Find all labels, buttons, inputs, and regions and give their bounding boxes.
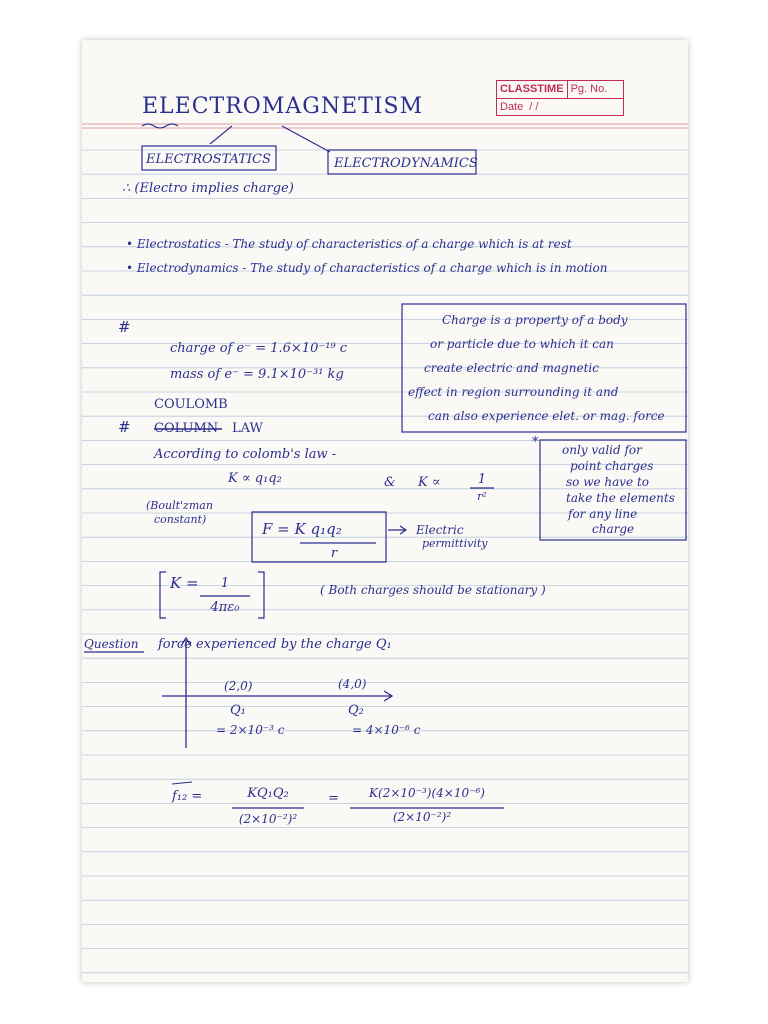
electrostatics-definition: • Electrostatics - The study of characteristics of a charge which is at rest <box>126 237 572 251</box>
f12-denominator: (2×10⁻²)² <box>238 812 298 826</box>
electron-charge: charge of e⁻ = 1.6×10⁻¹⁹ c <box>170 341 348 356</box>
electron-mass: mass of e⁻ = 9.1×10⁻³¹ kg <box>170 367 344 382</box>
valid-line-5: for any line <box>568 507 638 521</box>
valid-line-2: point charges <box>570 459 654 473</box>
electro-note: ∴ (Electro implies charge) <box>122 181 294 196</box>
box-line-1: Charge is a property of a body <box>442 313 628 327</box>
hash-mark-1: # <box>118 318 131 336</box>
charge-q2: Q₂ <box>348 703 364 718</box>
arrow-left <box>210 126 232 144</box>
f12-denominator-values: (2×10⁻²)² <box>392 810 452 824</box>
boltzman-line-1: (Boult'zman <box>146 499 213 512</box>
boltzman-line-2: constant) <box>154 513 207 526</box>
f12-numerator: KQ₁Q₂ <box>247 786 289 801</box>
notebook-page <box>82 40 688 982</box>
column-struck: COLUMN <box>154 421 219 436</box>
box-line-4: effect in region surrounding it and <box>408 385 619 399</box>
f12-numerator-values: K(2×10⁻³)(4×10⁻⁶) <box>369 786 485 800</box>
permittivity-line-1: Electric <box>416 523 464 537</box>
prop2-numerator: 1 <box>477 472 487 487</box>
question-text: force experienced by the charge Q₁ <box>158 637 392 652</box>
prop2-denominator: r² <box>477 490 487 503</box>
valid-line-6: charge <box>592 522 635 536</box>
formula-denominator: r <box>330 546 338 561</box>
branch-electrostatics: ELECTROSTATICS <box>146 152 271 167</box>
stationary-note: ( Both charges should be stationary ) <box>320 583 546 597</box>
title-underline <box>142 124 178 128</box>
box-line-3: create electric and magnetic <box>424 361 599 375</box>
law-heading: LAW <box>232 421 263 436</box>
k-numerator: 1 <box>220 576 230 591</box>
k-denominator: 4πε₀ <box>210 600 240 615</box>
point-2-coord: (4,0) <box>338 677 367 691</box>
according-text: According to colomb's law - <box>154 447 337 462</box>
question-label: Question <box>84 637 139 651</box>
and-symbol: & <box>384 475 396 490</box>
charge-q1: Q₁ <box>230 703 246 718</box>
valid-line-1: only valid for <box>562 443 642 457</box>
arrow-right <box>282 126 330 152</box>
k-equals: K = <box>170 574 199 592</box>
point-1-coord: (2,0) <box>224 679 253 693</box>
hash-mark-2: # <box>118 418 131 436</box>
stamp-brand: CLASSTIME <box>497 81 568 98</box>
f12-label: f₁₂ = <box>172 789 203 804</box>
star-mark: * <box>532 435 539 450</box>
box-line-5: can also experience elet. or mag. force <box>428 409 665 423</box>
proportional-1: K ∝ q₁q₂ <box>228 471 282 486</box>
box-line-2: or particle due to which it can <box>430 337 614 351</box>
proportional-2: K ∝ <box>418 475 441 490</box>
coulomb-formula: F = K q₁q₂ <box>262 520 342 538</box>
permittivity-line-2: permittivity <box>422 537 488 550</box>
q2-value: = 4×10⁻⁶ c <box>352 723 421 737</box>
electrodynamics-definition: • Electrodynamics - The study of characteristics of a charge which is in motion <box>126 261 608 275</box>
q1-value: = 2×10⁻³ c <box>216 723 285 737</box>
valid-line-4: take the elements <box>566 491 675 505</box>
page-title: ELECTROMAGNETISM <box>142 94 424 119</box>
stamp-date: Date <box>500 101 524 113</box>
valid-line-3: so we have to <box>566 475 650 489</box>
stamp-page-no: Pg. No. <box>570 83 608 95</box>
coulomb-heading: COULOMB <box>154 397 228 412</box>
equals-sign: = <box>328 791 339 806</box>
stamp-date-sep: / / <box>529 101 539 113</box>
branch-electrodynamics: ELECTRODYNAMICS <box>334 156 478 171</box>
